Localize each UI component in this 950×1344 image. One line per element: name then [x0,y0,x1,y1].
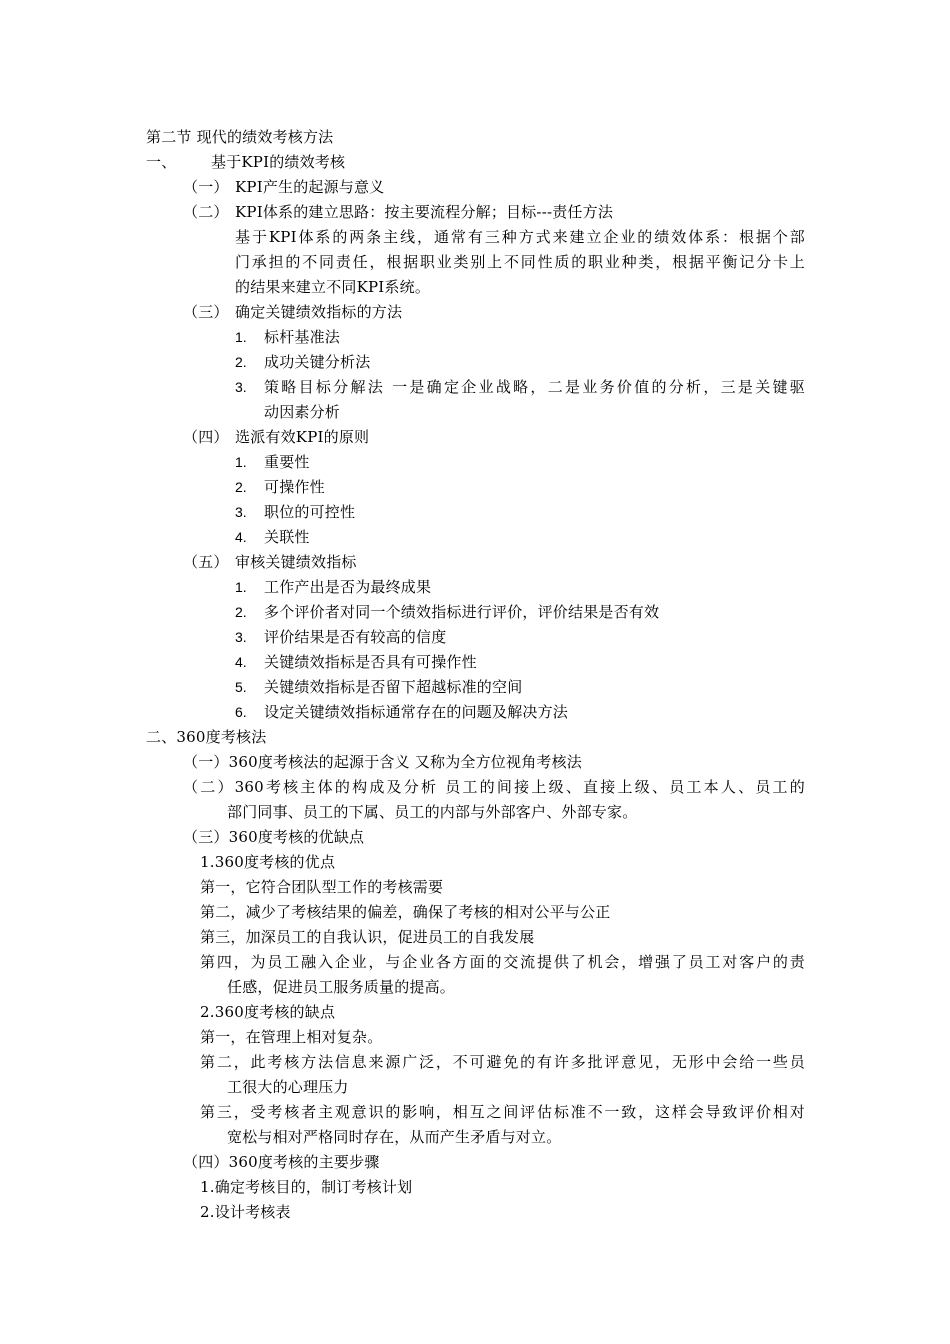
advantage-item: 第一，它符合团队型工作的考核需要 [200,878,444,896]
list-item-text: 标杆基准法 [264,328,341,346]
part1-sub2-para-line: 的结果来建立不同KPI系统。 [235,278,431,296]
list-item-text: 关键绩效指标是否留下超越标准的空间 [264,678,523,696]
part1-sub3-title: 确定关键绩效指标的方法 [235,303,403,321]
disadvantage-item: 第一，在管理上相对复杂。 [200,1028,383,1046]
part2-sub2-line: 部门同事、员工的下属、员工的内部与外部客户、外部专家。 [227,803,638,821]
list-item-number: 3. [235,629,247,645]
advantage-item-continued: 任感，促进员工服务质量的提高。 [227,978,456,996]
part2-title: 二、360度考核法 [146,728,267,746]
disadvantage-item-continued: 工很大的心理压力 [227,1078,349,1096]
part1-sub2-marker: （二） [183,203,229,221]
section-title: 第二节 现代的绩效考核方法 [146,128,334,146]
list-item-text: 设定关键绩效指标通常存在的问题及解决方法 [264,703,569,721]
part1-sub5-title: 审核关键绩效指标 [235,553,357,571]
list-item-text: 评价结果是否有较高的信度 [264,628,447,646]
list-item-text-continued: 动因素分析 [264,403,341,421]
part2-sub2-line: （二）360考核主体的构成及分析 员工的间接上级、直接上级、员工本人、员工的 [183,778,805,796]
list-item-number: 2. [235,354,247,370]
list-item-text: 重要性 [264,453,310,471]
part1-sub1-title: KPI产生的起源与意义 [235,178,385,196]
list-item-text: 职位的可控性 [264,503,356,521]
list-item-text: 关键绩效指标是否具有可操作性 [264,653,477,671]
step-item: 1.确定考核目的，制订考核计划 [200,1178,413,1196]
list-item-text: 策略目标分解法 一是确定企业战略，二是业务价值的分析，三是关键驱 [264,378,805,396]
step-item: 2.设计考核表 [200,1203,291,1221]
list-item-number: 3. [235,504,247,520]
list-item-text: 工作产出是否为最终成果 [264,578,432,596]
advantages-title: 1.360度考核的优点 [200,853,336,871]
disadvantage-item: 第二，此考核方法信息来源广泛，不可避免的有许多批评意见，无形中会给一些员 [200,1053,805,1071]
list-item-number: 2. [235,604,247,620]
list-item-number: 2. [235,479,247,495]
list-item-number: 1. [235,454,247,470]
list-item-number: 5. [235,679,247,695]
list-item-number: 4. [235,529,247,545]
disadvantage-item-continued: 宽松与相对严格同时存在，从而产生矛盾与对立。 [227,1128,562,1146]
part2-sub1: （一）360度考核法的起源于含义 又称为全方位视角考核法 [183,753,583,771]
disadvantage-item: 第三，受考核者主观意识的影响，相互之间评估标准不一致，这样会导致评价相对 [200,1103,805,1121]
part1-marker: 一、 [146,153,177,171]
list-item-text: 关联性 [264,528,310,546]
list-item-number: 3. [235,379,247,395]
list-item-number: 1. [235,579,247,595]
part1-sub2-para-line: 基于KPI体系的两条主线，通常有三种方式来建立企业的绩效体系：根据个部 [235,228,805,246]
list-item-number: 4. [235,654,247,670]
part1-sub2-para-line: 门承担的不同责任，根据职业类别上不同性质的职业种类，根据平衡记分卡上 [235,253,805,271]
advantage-item: 第二，减少了考核结果的偏差，确保了考核的相对公平与公正 [200,903,611,921]
part1-sub4-marker: （四） [183,428,229,446]
part1-sub3-marker: （三） [183,303,229,321]
list-item-text: 成功关键分析法 [264,353,371,371]
list-item-number: 6. [235,704,247,720]
part2-sub3: （三）360度考核的优缺点 [183,828,365,846]
advantage-item: 第四，为员工融入企业，与企业各方面的交流提供了机会，增强了员工对客户的责 [200,953,805,971]
part1-title: 基于KPI的绩效考核 [211,153,346,171]
part1-sub1-marker: （一） [183,178,229,196]
part1-sub5-marker: （五） [183,553,229,571]
part1-sub2-title: KPI体系的建立思路：按主要流程分解；目标---责任方法 [235,203,614,221]
list-item-number: 1. [235,329,247,345]
list-item-text: 可操作性 [264,478,325,496]
list-item-text: 多个评价者对同一个绩效指标进行评价，评价结果是否有效 [264,603,660,621]
disadvantages-title: 2.360度考核的缺点 [200,1003,336,1021]
part1-sub4-title: 选派有效KPI的原则 [235,428,370,446]
advantage-item: 第三，加深员工的自我认识，促进员工的自我发展 [200,928,535,946]
part2-sub4: （四）360度考核的主要步骤 [183,1153,380,1171]
